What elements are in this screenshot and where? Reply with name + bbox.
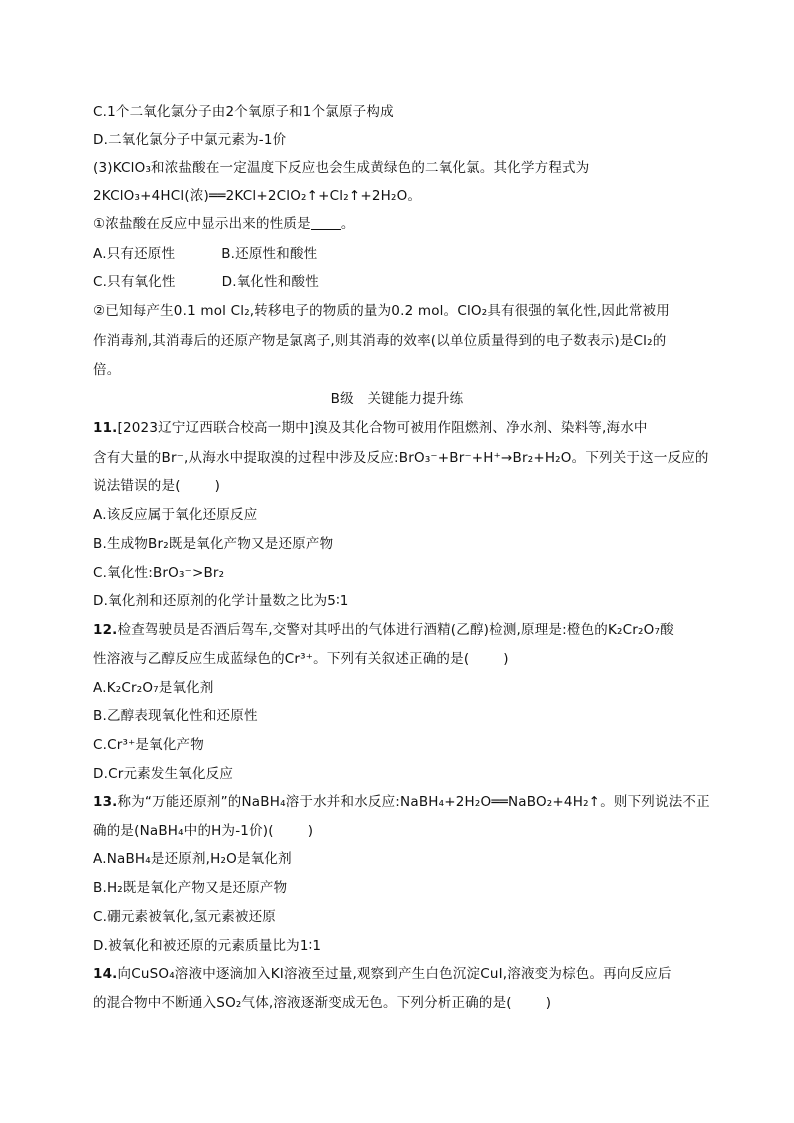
sub1-option-d: D.氧化性和酸性	[221, 274, 319, 290]
q10-sub1-options-ab	[93, 244, 734, 264]
q11-line3	[93, 476, 734, 496]
q10-option-c: C.1个二氧化氯分子由2个氧原子和1个氯原子构成	[93, 104, 394, 120]
q13-option-a: A.NaBH₄是还原剂,H₂O是氧化剂	[93, 851, 292, 867]
sub1-option-a: A.只有还原性	[93, 246, 176, 262]
q12-number: 12.	[93, 622, 118, 638]
q14-line1-text: 向CuSO₄溶液中逐滴加入KI溶液至过量,观察到产生白色沉淀CuI,溶液变为棕色。再向反应后	[117, 966, 672, 982]
q14-line2-text: 的混合物中不断通入SO₂气体,溶液逐渐变成无色。下列分析正确的是(	[93, 995, 512, 1011]
sub1-stem-text: ①浓盐酸在反应中显示出来的性质是	[93, 216, 311, 232]
q10-option-d: D.二氧化氯分子中氯元素为-1价	[93, 132, 287, 148]
q10-equation: 2KClO₃+4HCl(浓)══2KCl+2ClO₂↑+Cl₂↑+2H₂O。	[93, 188, 422, 204]
q12-line1	[93, 620, 734, 640]
section-title: B级 关键能力提升练	[330, 391, 464, 407]
q11-option-c: C.氧化性:BrO₃⁻>Br₂	[93, 565, 225, 581]
q13-line1	[93, 792, 734, 812]
q12-line2	[93, 649, 734, 669]
q13-option-d: D.被氧化和被还原的元素质量比为1∶1	[93, 938, 322, 954]
q13-line2-text: 确的是(NaBH₄中的H为-1价)(	[93, 823, 274, 839]
q13-option-b: B.H₂既是氧化产物又是还原产物	[93, 880, 288, 896]
q12-line2-end: )	[503, 651, 509, 667]
q11-line3-text: 说法错误的是(	[93, 478, 181, 494]
sub1-stem-end: 。	[340, 216, 355, 232]
q12-line2-text: 性溶液与乙醇反应生成蓝绿色的Cr³⁺。下列有关叙述正确的是(	[93, 651, 470, 667]
q14-line1	[93, 964, 734, 984]
sub1-option-c: C.只有氧化性	[93, 274, 176, 290]
sub1-option-b: B.还原性和酸性	[221, 246, 318, 262]
q12-option-d: D.Cr元素发生氧化反应	[93, 766, 234, 782]
q11-line2: 含有大量的Br⁻,从海水中提取溴的过程中涉及反应:BrO₃⁻+Br⁻+H⁺→Br₂+H₂O。下列关于这一反应的	[93, 450, 709, 466]
q10-sub2-line1: ②已知每产生0.1 mol Cl₂,转移电子的物质的量为0.2 mol。ClO₂具有很强的氧化性,因此常被用	[93, 303, 670, 319]
q12-option-c: C.Cr³⁺是氧化产物	[93, 737, 204, 753]
q10-part3-intro: (3)KClO₃和浓盐酸在一定温度下反应也会生成黄绿色的二氧化氯。其化学方程式为	[93, 160, 590, 176]
q11-line1	[93, 418, 734, 438]
q13-line2	[93, 821, 734, 841]
q14-line2	[93, 993, 734, 1013]
q11-line1-text: [2023辽宁辽西联合校高一期中]溴及其化合物可被用作阻燃剂、净水剂、染料等,海水中	[117, 420, 648, 436]
q10-sub2-line2: 作消毒剂,其消毒后的还原产物是氯离子,则其消毒的效率(以单位质量得到的电子数表示)是Cl₂的	[93, 333, 667, 349]
q10-sub1-stem	[93, 214, 734, 234]
q13-option-c: C.硼元素被氧化,氢元素被还原	[93, 909, 277, 925]
q10-sub1-options-cd	[93, 272, 734, 292]
q14-line2-end: )	[545, 995, 552, 1011]
q12-option-a: A.K₂Cr₂O₇是氧化剂	[93, 680, 214, 696]
q11-line3-end: )	[214, 478, 221, 494]
q10-sub2-line3: 倍。	[93, 362, 121, 378]
q13-line1-text: 称为“万能还原剂”的NaBH₄溶于水并和水反应:NaBH₄+2H₂O══NaBO₂+4H₂↑。则下列说法不正	[117, 794, 710, 810]
q11-option-a: A.该反应属于氧化还原反应	[93, 507, 258, 523]
q12-option-b: B.乙醇表现氧化性和还原性	[93, 708, 258, 724]
q11-option-b: B.生成物Br₂既是氧化产物又是还原产物	[93, 536, 334, 552]
answer-blank	[311, 217, 341, 230]
q13-number: 13.	[93, 794, 118, 810]
q11-number: 11.	[93, 420, 118, 436]
q13-line2-end: )	[307, 823, 314, 839]
q11-option-d: D.氧化剂和还原剂的化学计量数之比为5∶1	[93, 593, 349, 609]
q12-line1-text: 检查驾驶员是否酒后驾车,交警对其呼出的气体进行酒精(乙醇)检测,原理是:橙色的K₂Cr₂O₇酸	[117, 622, 674, 638]
q14-number: 14.	[93, 966, 118, 982]
